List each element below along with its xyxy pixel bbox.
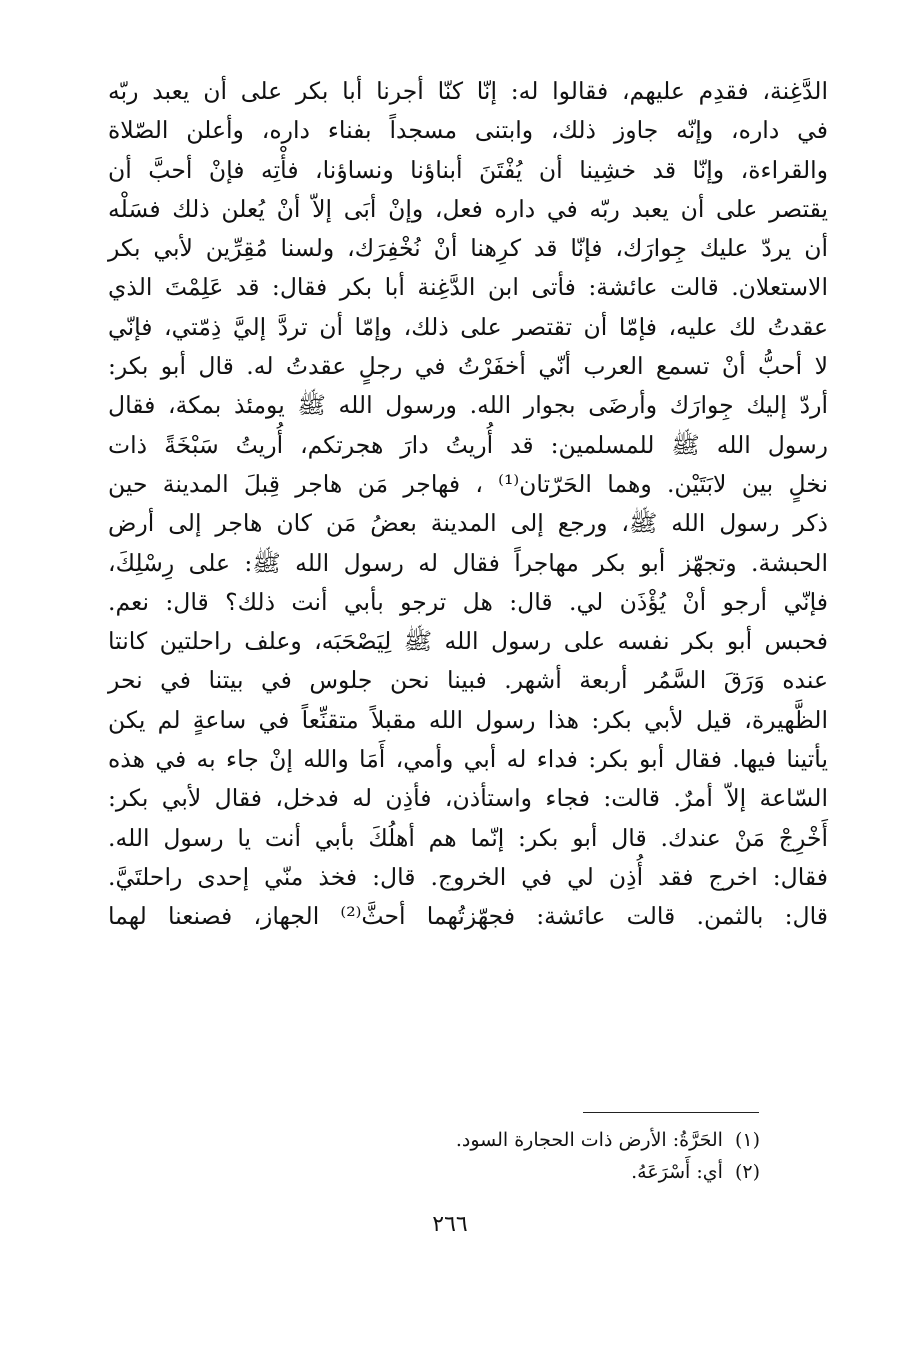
page-number: ٢٦٦ bbox=[432, 1212, 468, 1237]
text-line: الاستعلان. قالت عائشة: فأتى ابن الدَّغِنة أبا بكر فقال: قد عَلِمْتَ الذي bbox=[108, 273, 828, 302]
text-line: أن يردّ عليك جِوارَك، فإنّا قد كرِهنا أنْ نُخْفِرَك، ولسنا مُقِرِّين لأبي بكر bbox=[108, 234, 828, 263]
text-line: فإنّي أرجو أنْ يُؤْذَن لي. قال: هل ترجو بأبي أنت ذلك؟ قال: نعم. bbox=[108, 587, 828, 616]
text-line: قال: بالثمن. قالت عائشة: فجهّزتُهما أحثَّ⁽²⁾ الجهاز، فصنعنا لهما bbox=[108, 902, 828, 931]
footnotes bbox=[300, 1124, 760, 1188]
footnote-item bbox=[300, 1156, 760, 1188]
text-line: يأتينا فيها. فقال أبو بكر: فداء له أبي وأمي، أَمَا والله إنْ جاء به في هذه bbox=[108, 745, 828, 774]
main-text-block bbox=[108, 72, 828, 937]
text-line: ذكر رسول الله ﷺ، ورجع إلى المدينة بعضُ مَن كان هاجر إلى أرض bbox=[108, 509, 828, 538]
footnote-number: (١) bbox=[734, 1129, 760, 1151]
text-line: أردّ إليك جِوارَك وأرضَى بجوار الله. ورسول الله ﷺ يومئذ بمكة، فقال bbox=[108, 391, 828, 420]
footnote-item bbox=[300, 1124, 760, 1156]
text-line: فقال: اخرج فقد أُذِن لي في الخروج. قال: فخذ منّي إحدى راحلتَيَّ. bbox=[108, 862, 828, 891]
text-line: عقدتُ لك عليه، فإمّا أن تقتصر على ذلك، وإمّا أن تردَّ إليَّ ذِمّتي، فإنّي bbox=[108, 312, 828, 341]
text-line: رسول الله ﷺ للمسلمين: قد أُريتُ دارَ هجرتكم، أُريتُ سَبْخَةً ذات bbox=[108, 430, 828, 459]
text-line: لا أحبُّ أنْ تسمع العرب أنّي أخفَرْتُ في رجلٍ عقدتُ له. قال أبو بكر: bbox=[108, 352, 828, 381]
text-line: الدَّغِنة، فقدِم عليهم، فقالوا له: إنّا كنّا أجرنا أبا بكر على أن يعبد ربّه bbox=[108, 77, 828, 105]
text-line: السّاعة إلاّ أمرٌ. قالت: فجاء واستأذن، فأذِن له فدخل، فقال لأبي بكر: bbox=[108, 784, 828, 813]
text-line: فحبس أبو بكر نفسه على رسول الله ﷺ لِيَصْحَبَه، وعلف راحلتين كانتا bbox=[108, 627, 828, 656]
text-line: يقتصر على أن يعبد ربّه في داره فعل، وإنْ أبَى إلاّ أنْ يُعلن ذلك فسَلْه bbox=[108, 194, 828, 223]
text-line: عنده وَرَقَ السَّمُر أربعة أشهر. فبينا نحن جلوس في بيتنا في نحر bbox=[108, 666, 828, 695]
footnote-number: (٢) bbox=[734, 1161, 760, 1183]
footnote-separator bbox=[583, 1112, 759, 1113]
text-line: أَخْرِجْ مَنْ عندك. قال أبو بكر: إنّما هم أهلُكَ بأبي أنت يا رسول الله. bbox=[108, 823, 828, 852]
text-line: والقراءة، وإنّا قد خشِينا أن يُفْتَنَ أبناؤنا ونساؤنا، فأْتِه فإنْ أحبَّ أن bbox=[108, 155, 828, 184]
text-line: في داره، وإنّه جاوز ذلك، وابتنى مسجداً بفناء داره، وأعلن الصّلاة bbox=[108, 116, 828, 145]
text-line: الحبشة. وتجهّز أبو بكر مهاجراً فقال له رسول الله ﷺ: على رِسْلِكَ، bbox=[108, 548, 828, 577]
footnote-text: الحَرَّةُ: الأرض ذات الحجارة السود. bbox=[455, 1129, 723, 1151]
text-line: نخلٍ بين لابَتَيْن. وهما الحَرّتان⁽¹⁾ ، فهاجر مَن هاجر قِبلَ المدينة حين bbox=[108, 469, 829, 498]
text-line: الظَّهيرة، قيل لأبي بكر: هذا رسول الله مقبلاً متقنِّعاً في ساعةٍ لم يكن bbox=[108, 705, 828, 734]
footnote-text: أي: أَسْرَعَهُ. bbox=[631, 1161, 723, 1183]
